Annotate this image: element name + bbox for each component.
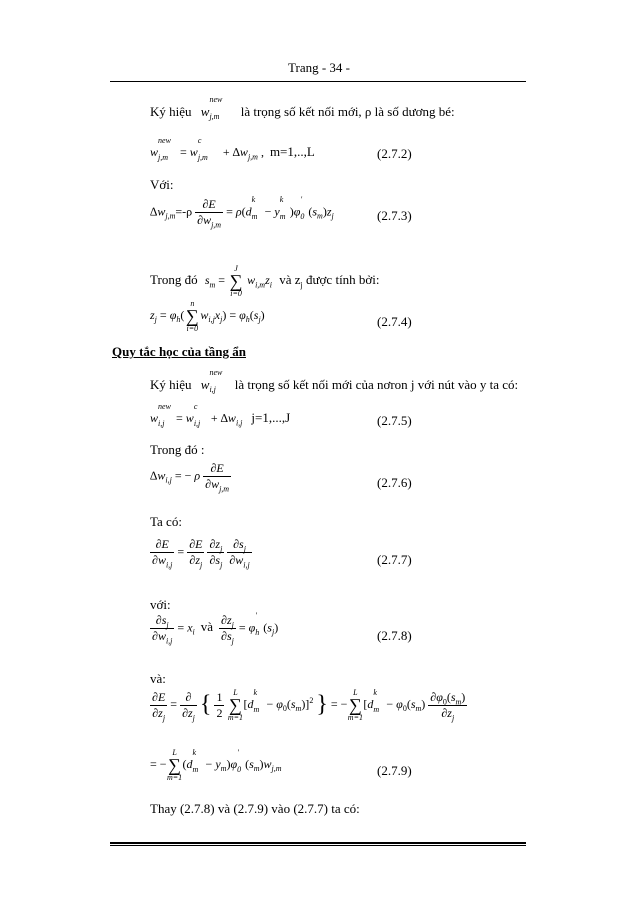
equation-2-7-6: $\Delta w_{i,j}$ = − ρ $\frac{\partial E}{\partial w_{j,m}}$ (150, 461, 230, 494)
equation-2-7-9-line1: $\frac{\partial E}{\partial z_j}$ = $\frac{\partial}{\partial z_j}$ { $\frac{1}{2}$ L ∑ m=1 [d k m − $\varphi_0(s_m)]^2$ } = − L ∑ m=1 [d k m − $\varphi_0(s_m)$ $\frac{\partial\varphi_0(s_m)}{\partial z_j}$ (152, 687, 466, 722)
paragraph-prefix: Ký hiệu (150, 377, 192, 392)
equation-number: (2.7.5) (377, 413, 412, 428)
equation-number: (2.7.3) (377, 208, 412, 223)
paragraph-prefix: Ký hiệu (150, 104, 192, 119)
subscript-j: j (300, 280, 303, 290)
equation-number: (2.7.7) (377, 552, 412, 567)
label-va: và: (150, 671, 166, 686)
page-header: Trang - 34 - (288, 60, 350, 75)
equation-2-7-9-line2: = − L ∑ m=1 (d k m − $y_m)\varphi$ ' 0 $(s_m)w_{j,m}$ (150, 747, 282, 782)
label-ta-co: Ta có: (150, 514, 182, 529)
paragraph-prefix: Trong đó (150, 271, 198, 287)
formula-sm-sum: $s_m$ = J ∑ i=0 $w_{i,m}z_i$ (204, 264, 272, 298)
paragraph-hidden-weight (150, 368, 519, 394)
equation-2-7-2: w new j,m = w c j,m + $\Delta w_{j,m}$ , m=1,..,L (150, 136, 315, 162)
label-voi: với: (150, 597, 171, 612)
equation-2-7-7: $\frac{\partial E}{\partial w_{i,j}}$ = $\frac{\partial E}{\partial z_j}$ $\frac{\partial z_j}{\partial s_j}$ $\frac{\partial s_j}{\partial w_{i,j}}$ (152, 537, 250, 570)
connector-va: và (200, 619, 214, 635)
section-heading: Quy tắc học của tầng ẩn (112, 344, 246, 359)
equation-2-7-4: $z_j = \varphi_h$( n ∑ i=0 $w_{i,j}x_j) = \varphi_h(s_j)$ (150, 299, 265, 333)
paragraph-suffix: và z (279, 271, 301, 287)
equation-range: j=1,...,J (251, 410, 291, 425)
paragraph-suffix: là trọng số kết nối mới của nơron j với nút vào y ta có: (234, 377, 519, 392)
label-voi: Với: (150, 177, 174, 192)
equation-number: (2.7.2) (377, 146, 412, 161)
paragraph-substitute: Thay (2.7.8) và (2.7.9) vào (2.7.7) ta có: (150, 801, 360, 816)
symbol-w-new-jm: w new j,m (200, 95, 223, 121)
paragraph-weight-notation (150, 95, 455, 121)
equation-number: (2.7.6) (377, 475, 412, 490)
equation-number: (2.7.8) (377, 628, 412, 643)
equation-number: (2.7.9) (377, 763, 412, 778)
rho-prefix: =-ρ (175, 204, 193, 219)
paragraph-where-sm (150, 264, 380, 298)
paragraph-tail: được tính bởi: (306, 271, 380, 287)
symbol-w-new-ij: w new i,j (200, 368, 223, 394)
footer-rule (110, 842, 526, 846)
equation-range: m=1,..,L (269, 144, 315, 159)
equation-2-7-5: w new i,j = w c i,j + $\Delta w_{i,j}$ j=1,...,J (150, 402, 291, 428)
equation-2-7-8: $\frac{\partial s_j}{\partial w_{i,j}}$ = $x_i$ và $\frac{\partial z_j}{\partial s_j}$ = φ ' h $(s_j)$ (152, 611, 279, 646)
equation-2-7-3: $\Delta w_{j,m}=-\rho$ $\frac{\partial E}{\partial w_{j,m}}$ = ρ(d k m − y k m )φ ' 0 $(s_m)z_j$ (150, 195, 334, 230)
label-trong-do: Trong đó : (150, 442, 205, 457)
paragraph-suffix: là trọng số kết nối mới, ρ là số dương bé: (240, 104, 455, 119)
header-rule (110, 81, 526, 82)
equation-number: (2.7.4) (377, 314, 412, 329)
